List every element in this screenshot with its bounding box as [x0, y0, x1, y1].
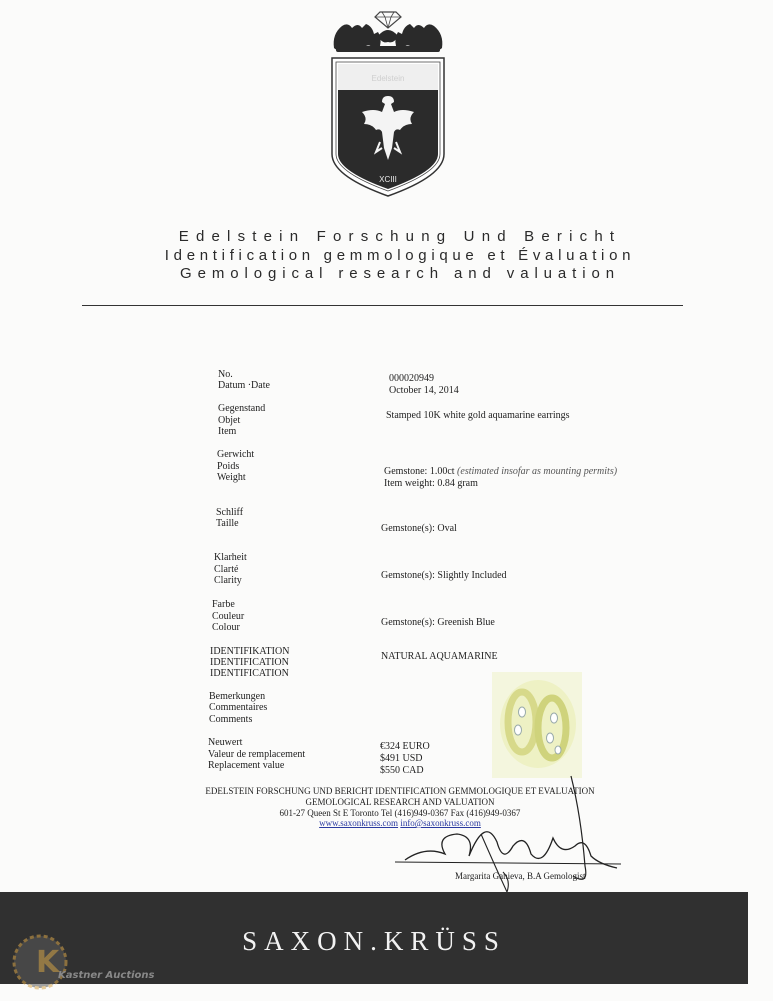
- label-identification-fr: IDENTIFICATION: [210, 657, 289, 668]
- heading-german: Edelstein Forschung Und Bericht: [178, 228, 622, 245]
- report-date-value: October 14, 2014: [389, 385, 459, 396]
- colour-value: Gemstone(s): Greenish Blue: [381, 617, 495, 628]
- footer-line-1: EDELSTEIN FORSCHUNG UND BERICHT IDENTIFICATION GEMMOLOGIQUE ET EVALUATION: [205, 786, 595, 796]
- label-date: Datum ·Date: [218, 380, 270, 391]
- item-value: Stamped 10K white gold aquamarine earrings: [386, 410, 570, 421]
- svg-text:XCIII: XCIII: [379, 175, 397, 184]
- label-item-fr: Objet: [218, 415, 241, 426]
- label-comments-de: Bemerkungen: [209, 691, 266, 702]
- label-clarity-fr: Clarté: [214, 564, 239, 575]
- svg-text:Edelstein: Edelstein: [371, 74, 405, 83]
- label-clarity-en: Clarity: [214, 575, 242, 586]
- label-weight-fr: Poids: [217, 461, 240, 472]
- email-link[interactable]: info@saxonkruss.com: [400, 818, 481, 828]
- label-item-de: Gegenstand: [218, 403, 266, 414]
- replacement-cad: $550 CAD: [380, 765, 424, 776]
- earrings-photo: [492, 672, 582, 778]
- svg-text:K: K: [36, 945, 60, 980]
- gemstone-weight-note: (estimated insofar as mounting permits): [457, 466, 618, 477]
- label-comments-fr: Commentaires: [209, 702, 268, 713]
- label-colour-fr: Couleur: [212, 611, 245, 622]
- heading-english: Gemological research and valuation: [180, 265, 620, 282]
- gemstone-weight-value: [384, 466, 617, 478]
- website-link[interactable]: www.saxonkruss.com: [319, 818, 399, 828]
- label-cut-fr: Taille: [216, 518, 239, 529]
- label-colour-de: Farbe: [212, 599, 235, 610]
- footer-line-2: GEMOLOGICAL RESEARCH AND VALUATION: [305, 797, 495, 807]
- replacement-eur: €324 EURO: [380, 741, 430, 752]
- label-replacement-fr: Valeur de remplacement: [208, 749, 306, 760]
- heading-french: Identification gemmologique et Évaluation: [164, 247, 636, 264]
- label-item-en: Item: [218, 426, 237, 437]
- report-number-value: 000020949: [389, 373, 434, 384]
- label-replacement-en: Replacement value: [208, 760, 285, 771]
- gemstone-weight: Gemstone: 1.00ct: [384, 466, 455, 477]
- replacement-usd: $491 USD: [380, 753, 423, 764]
- label-number: No.: [218, 369, 233, 380]
- label-colour-en: Colour: [212, 622, 240, 633]
- brand-name: SAXON.KRÜSS: [242, 926, 506, 956]
- shield-icon: [332, 58, 444, 196]
- diamond-icon: [375, 12, 401, 28]
- label-weight-de: Gerwicht: [217, 449, 255, 460]
- identification-value: NATURAL AQUAMARINE: [381, 651, 498, 662]
- svg-text:Kastner Auctions: Kastner Auctions: [58, 970, 155, 981]
- clarity-value: Gemstone(s): Slightly Included: [381, 570, 507, 581]
- label-comments-en: Comments: [209, 714, 253, 725]
- label-replacement-de: Neuwert: [208, 737, 243, 748]
- footer-address: 601-27 Queen St E Toronto Tel (416)949-0367 Fax (416)949-0367: [279, 808, 521, 818]
- label-clarity-de: Klarheit: [214, 552, 247, 563]
- auction-watermark: [6, 928, 155, 996]
- header-divider: [82, 305, 683, 306]
- label-identification-en: IDENTIFICATION: [210, 668, 289, 679]
- label-weight-en: Weight: [217, 472, 246, 483]
- item-weight-value: Item weight: 0.84 gram: [384, 478, 478, 489]
- cut-value: Gemstone(s): Oval: [381, 523, 457, 534]
- crest-logo: [322, 4, 454, 204]
- signatory-name: Margarita Ganieva, B.A Gemologist: [455, 871, 586, 881]
- label-cut-de: Schliff: [216, 507, 244, 518]
- label-identification-de: IDENTIFIKATION: [210, 646, 290, 657]
